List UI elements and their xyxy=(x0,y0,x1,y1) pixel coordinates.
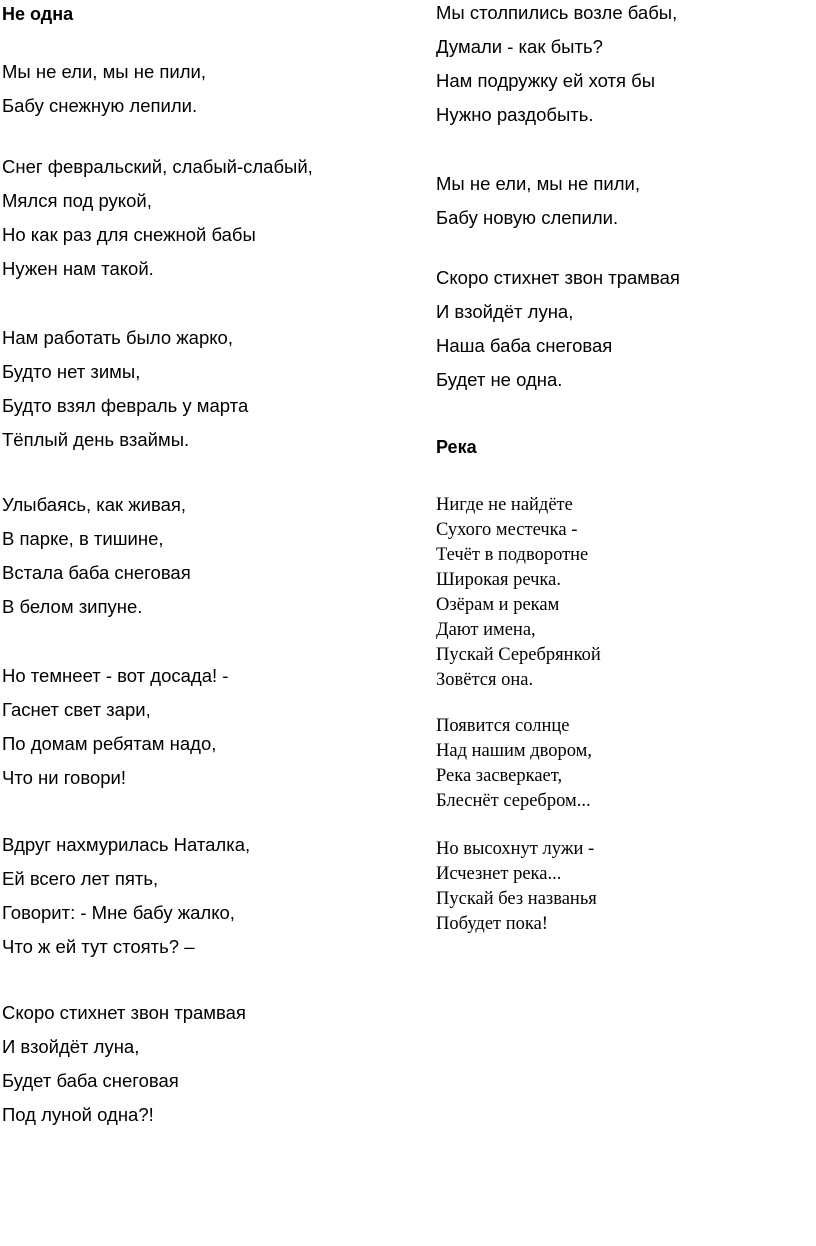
poem-line: Под луной одна?! xyxy=(2,1104,154,1125)
stanza xyxy=(2,488,191,624)
poem-line: Встала баба снеговая xyxy=(2,562,191,583)
poem-line: Дают имена, xyxy=(436,620,536,640)
stanza xyxy=(2,996,246,1132)
stanza xyxy=(436,167,640,235)
poem-line: Появится солнце xyxy=(436,716,570,736)
poem-line: Ей всего лет пять, xyxy=(2,868,159,889)
poem-line: Тёплый день взаймы. xyxy=(2,429,190,450)
poem-line: Мялся под рукой, xyxy=(2,190,152,211)
poem-line: Скоро стихнет звон трамвая xyxy=(436,267,680,288)
poem-line: Будто взял февраль у марта xyxy=(2,395,249,416)
poem-line: Снег февральский, слабый-слабый, xyxy=(2,156,313,177)
poem-line: Думали - как быть? xyxy=(436,36,603,57)
poem-line: Нужен нам такой. xyxy=(2,258,154,279)
poem-line: Течёт в подворотне xyxy=(436,545,589,565)
poem-line: Говорит: - Мне бабу жалко, xyxy=(2,902,235,923)
poem-line: В белом зипуне. xyxy=(2,596,143,617)
poem-title-ne-odna: Не одна xyxy=(2,4,74,24)
stanza xyxy=(436,0,677,132)
poem-line: Но как раз для снежной бабы xyxy=(2,224,256,245)
poem-line: Скоро стихнет звон трамвая xyxy=(2,1002,246,1023)
poem-line: Будто нет зимы, xyxy=(2,361,141,382)
stanza xyxy=(2,659,228,795)
poem-line: В парке, в тишине, xyxy=(2,528,164,549)
poem-line: Зовётся она. xyxy=(436,670,534,690)
poem-line: Мы столпились возле бабы, xyxy=(436,2,678,23)
poem-line: Река засверкает, xyxy=(436,766,563,786)
poem-line: Но темнеет - вот досада! - xyxy=(2,665,229,686)
poem-line: По домам ребятам надо, xyxy=(2,733,217,754)
poem-line: Мы не ели, мы не пили, xyxy=(436,173,640,194)
stanza xyxy=(2,150,313,286)
poem-line: Будет баба снеговая xyxy=(2,1070,179,1091)
poem-line: Сухого местечка - xyxy=(436,520,578,540)
stanza xyxy=(436,261,680,397)
stanza xyxy=(2,828,250,964)
poem-line: Мы не ели, мы не пили, xyxy=(2,61,206,82)
poem-line: И взойдёт луна, xyxy=(2,1036,140,1057)
poem-line: Исчезнет река... xyxy=(436,864,562,884)
poem-line: Нигде не найдёте xyxy=(436,495,573,515)
poem-line: Широкая речка. xyxy=(436,570,561,590)
stanza xyxy=(436,714,592,814)
poem-line: Нам работать было жарко, xyxy=(2,327,233,348)
poem-line: И взойдёт луна, xyxy=(436,301,574,322)
poem-line: Озёрам и рекам xyxy=(436,595,560,615)
stanza xyxy=(436,493,601,693)
poem-line: Гаснет свет зари, xyxy=(2,699,151,720)
poem-line: Но высохнут лужи - xyxy=(436,839,595,859)
poem-line: Улыбаясь, как живая, xyxy=(2,494,187,515)
poem-line: Что ж ей тут стоять? – xyxy=(2,936,195,957)
poem-line: Блеснёт серебром... xyxy=(436,791,591,811)
poem-line: Что ни говори! xyxy=(2,767,127,788)
poem-line: Нам подружку ей хотя бы xyxy=(436,70,656,91)
poem-line: Наша баба снеговая xyxy=(436,335,613,356)
poem-line: Пускай Серебрянкой xyxy=(436,645,601,665)
poem-line: Будет не одна. xyxy=(436,369,563,390)
poem-line: Вдруг нахмурилась Наталка, xyxy=(2,834,251,855)
poem-line: Бабу снежную лепили. xyxy=(2,95,198,116)
poem-line: Бабу новую слепили. xyxy=(436,207,619,228)
poem-line: Побудет пока! xyxy=(436,914,548,934)
stanza xyxy=(436,837,597,937)
poem-line: Над нашим двором, xyxy=(436,741,592,761)
poem-title-reka: Река xyxy=(436,437,477,457)
poem-line: Нужно раздобыть. xyxy=(436,104,594,125)
poem-line: Пускай без названья xyxy=(436,889,597,909)
stanza xyxy=(2,321,248,457)
stanza xyxy=(2,55,206,123)
